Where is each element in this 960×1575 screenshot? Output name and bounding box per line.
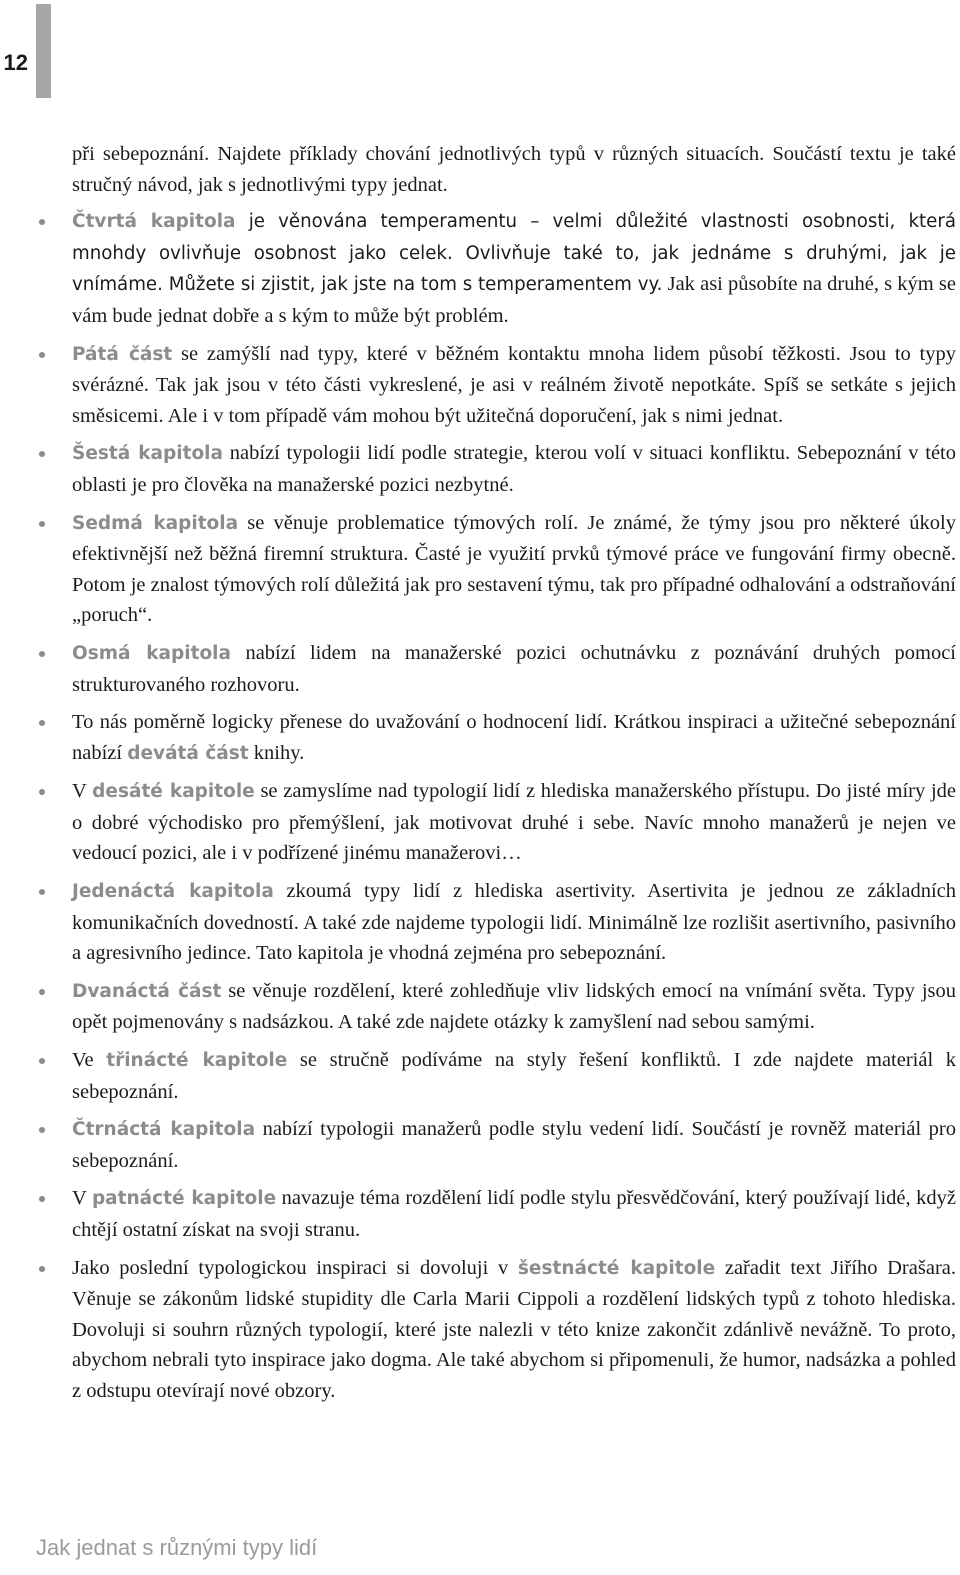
- list-item: Osmá kapitola nabízí lidem na manažerské pozici ochutnávku z poznávání druhých pomocí strukturovaného rozhovoru.: [72, 638, 956, 700]
- page-number: 12: [3, 50, 28, 75]
- running-footer: Jak jednat s různými typy lidí: [36, 1535, 318, 1560]
- intro-paragraph: při sebepoznání. Najdete příklady chování jednotlivých typů v různých situacích. Součástí textu je také stručný návod, jak s jednotlivými typy jednat.: [72, 143, 956, 196]
- list-item: V desáté kapitole se zamyslíme nad typologií lidí z hlediska manažerského přístupu. Do jisté míry jde o dobré východisko pro přemýšlení, jak motivovat druhé i sebe. Navíc mnoho manažerů je nejen ve vedoucí pozici, ale i v podřízené jinému manažerovi…: [72, 776, 956, 869]
- list-item: Šestá kapitola nabízí typologii lidí podle strategie, kterou volí v situaci konfliktu. Sebepoznání v této oblasti je pro člověka na manažerské pozici nezbytné.: [72, 438, 956, 500]
- chapter-list: [72, 206, 956, 1406]
- list-item: Čtrnáctá kapitola nabízí typologii manažerů podle stylu vedení lidí. Součástí je rovněž materiál pro sebepoznání.: [72, 1114, 956, 1176]
- list-item: Dvanáctá část se věnuje rozdělení, které zohledňuje vliv lidských emocí na vnímání světa. Typy jsou opět pojmenovány s nadsázkou. A také zde najdete otázky k zamyšlení nad sebou samými.: [72, 976, 956, 1038]
- list-item: Čtvrtá kapitola je věnována temperamentu – velmi důležité vlastnosti osobnosti, která mnohdy ovlivňuje osobnost jako celek. Ovlivňuje také to, jak jednáme s druhými, jak je vnímáme. Můžete si zjistit, jak jste na tom s temperamentem vy. Jak asi působíte na druhé, s kým se vám bude jednat dobře a s kým to může být problém.: [72, 206, 956, 331]
- list-item: V patnácté kapitole navazuje téma rozdělení lidí podle stylu přesvědčování, který používají lidé, když chtějí ostatní získat na svoji stranu.: [72, 1183, 956, 1245]
- list-item: Sedmá kapitola se věnuje problematice týmových rolí. Je známé, že týmy jsou pro některé úkoly efektivnější než běžná firemní struktura. Časté je využití prvků týmové práce ve fungování firmy obecně. Potom je znalost týmových rolí důležitá jak pro sestavení týmu, tak pro případné odhalování a odstraňování „poruch“.: [72, 508, 956, 631]
- list-item: Pátá část se zamýšlí nad typy, které v běžném kontaktu mnoha lidem působí těžkosti. Jsou to typy svérázné. Tak jak jsou v této části vykreslené, je asi v reálném životě nepotkáte. Spíš se setkáte s jejich směsicemi. Ale i v tom případě vám mohou být užitečná doporučení, jak s nimi jednat.: [72, 339, 956, 432]
- list-item: Jedenáctá kapitola zkoumá typy lidí z hlediska asertivity. Asertivita je jednou ze základních komunikačních dovedností. A také zde najdeme typologii lidí. Minimálně lze rozlišit asertivního, pasivního a agresivního jedince. Tato kapitola je vhodná zejména pro sebepoznání.: [72, 876, 956, 969]
- list-item: Ve třinácté kapitole se stručně podíváme na styly řešení konfliktů. I zde najdete materiál k sebepoznání.: [72, 1045, 956, 1107]
- list-item: To nás poměrně logicky přenese do uvažování o hodnocení lidí. Krátkou inspiraci a užitečné sebepoznání nabízí devátá část knihy.: [72, 707, 956, 769]
- side-bar: [36, 4, 51, 98]
- list-item: Jako poslední typologickou inspiraci si dovoluji v šestnácté kapitole zařadit text Jiřího Drašara. Věnuje se zákonům lidské stupidity dle Carla Marii Cippoli a rozdělení lidských typů z tohoto hlediska. Dovoluji si souhrn různých typologií, které jste nalezli v této knize zakončit zdánlivě nevážně. To proto, abychom nebrali tyto inspirace jako dogma. Ale také abychom si připomenuli, že humor, nadsázka a pohled z odstupu otevírají nové obzory.: [72, 1253, 956, 1407]
- main-content: [72, 139, 956, 1414]
